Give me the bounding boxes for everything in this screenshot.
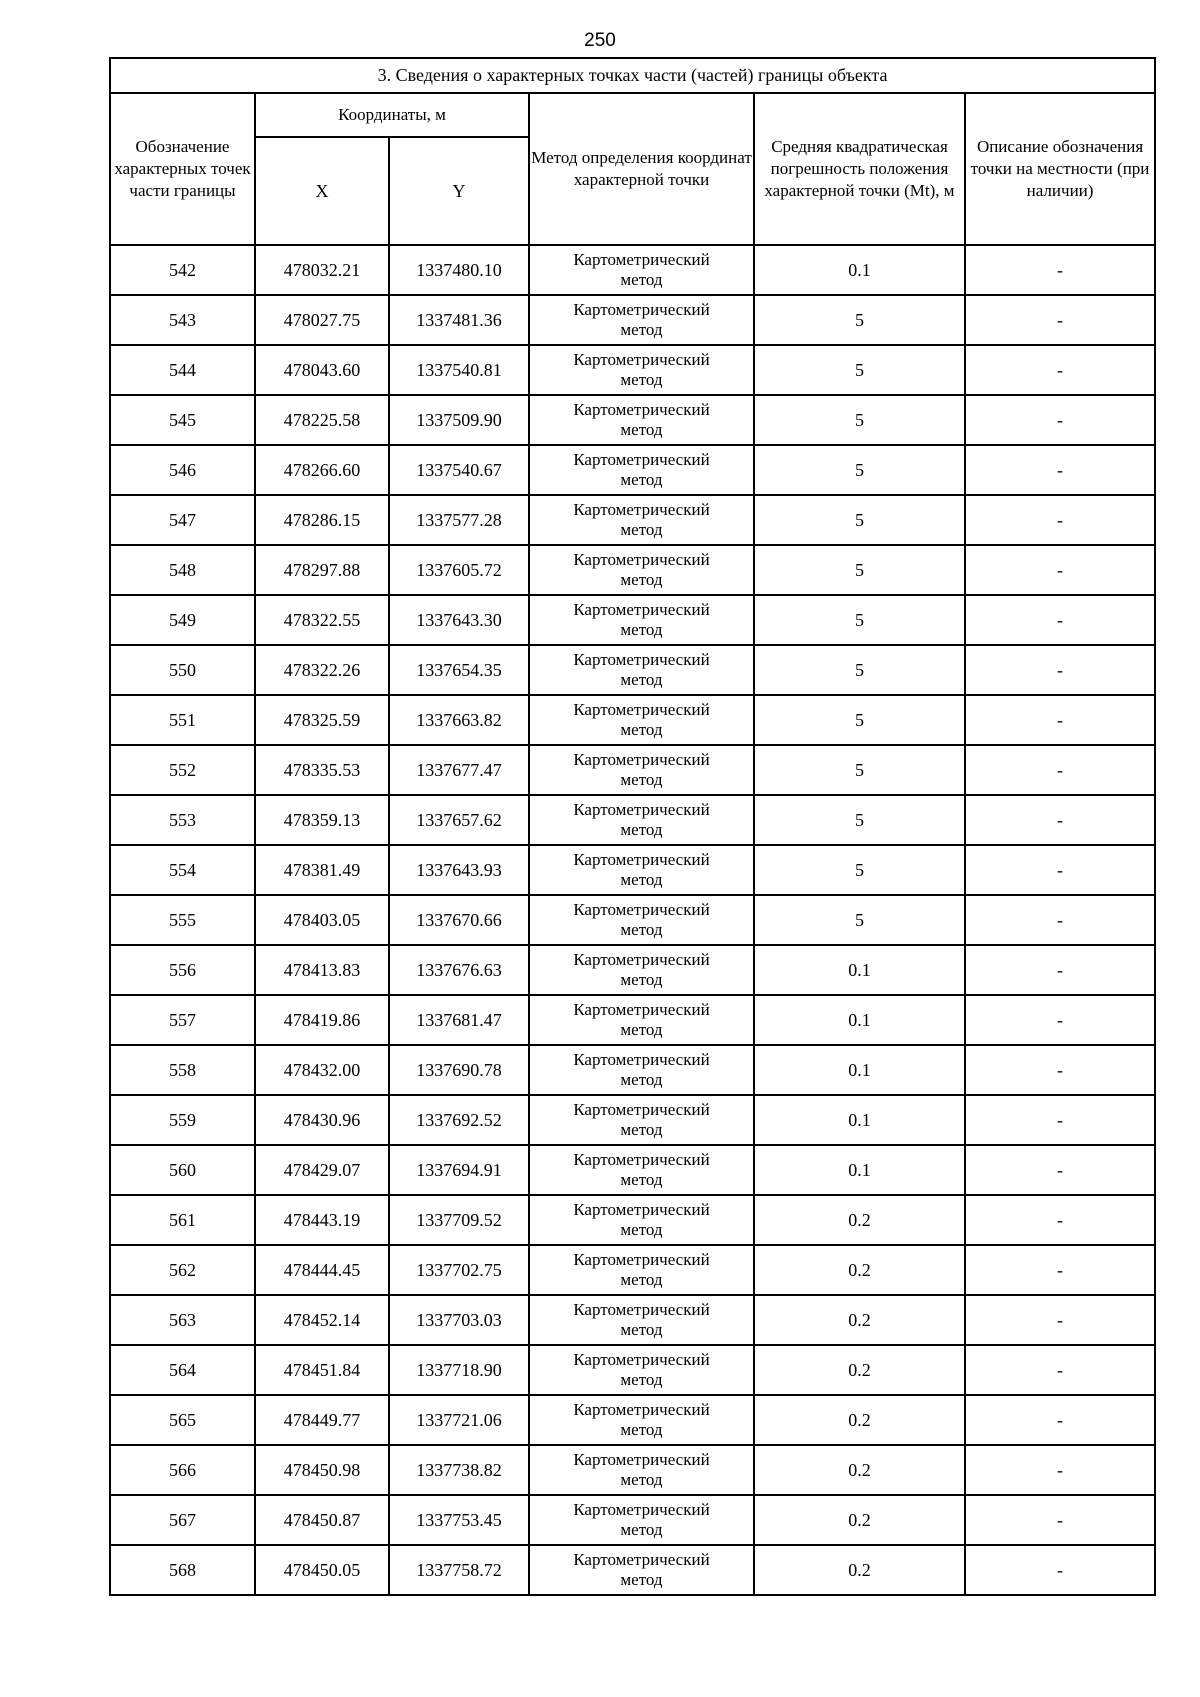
cell-description: -: [965, 1295, 1155, 1345]
cell-mt: 5: [754, 495, 965, 545]
method-line-2: метод: [620, 1520, 663, 1539]
cell-y: 1337643.30: [389, 595, 529, 645]
page-number: 250: [584, 30, 616, 51]
cell-x: 478450.05: [255, 1545, 389, 1595]
method-line-2: метод: [620, 320, 663, 339]
cell-point-number: 549: [110, 595, 255, 645]
table-row: [110, 1295, 1155, 1345]
cell-mt: 0.1: [754, 1145, 965, 1195]
cell-x: 478444.45: [255, 1245, 389, 1295]
cell-description: -: [965, 395, 1155, 445]
cell-x: 478432.00: [255, 1045, 389, 1095]
cell-y: 1337657.62: [389, 795, 529, 845]
method-line-1: Картометрический: [573, 400, 710, 419]
cell-description: -: [965, 1345, 1155, 1395]
cell-point-number: 551: [110, 695, 255, 745]
cell-method: [529, 845, 754, 895]
method-line-2: метод: [620, 1270, 663, 1289]
table-row: [110, 595, 1155, 645]
method-line-2: метод: [620, 920, 663, 939]
table-row: [110, 395, 1155, 445]
method-line-2: метод: [620, 1470, 663, 1489]
cell-y: 1337663.82: [389, 695, 529, 745]
table-row: [110, 895, 1155, 945]
cell-x: 478286.15: [255, 495, 389, 545]
cell-description: -: [965, 595, 1155, 645]
method-line-2: метод: [620, 970, 663, 989]
cell-y: 1337643.93: [389, 845, 529, 895]
cell-x: 478403.05: [255, 895, 389, 945]
cell-method: [529, 495, 754, 545]
cell-description: -: [965, 345, 1155, 395]
method-line-2: метод: [620, 420, 663, 439]
cell-x: 478430.96: [255, 1095, 389, 1145]
cell-point-number: 552: [110, 745, 255, 795]
cell-x: 478032.21: [255, 245, 389, 295]
cell-y: 1337721.06: [389, 1395, 529, 1445]
cell-x: 478335.53: [255, 745, 389, 795]
table-row: [110, 1095, 1155, 1145]
method-line-2: метод: [620, 870, 663, 889]
cell-point-number: 558: [110, 1045, 255, 1095]
cell-point-number: 547: [110, 495, 255, 545]
cell-description: -: [965, 295, 1155, 345]
cell-method: [529, 1445, 754, 1495]
cell-point-number: 557: [110, 995, 255, 1045]
cell-x: 478322.55: [255, 595, 389, 645]
method-line-1: Картометрический: [573, 300, 710, 319]
cell-x: 478043.60: [255, 345, 389, 395]
cell-point-number: 542: [110, 245, 255, 295]
cell-mt: 0.1: [754, 1045, 965, 1095]
method-line-1: Картометрический: [573, 850, 710, 869]
method-line-2: метод: [620, 270, 663, 289]
cell-mt: 0.1: [754, 995, 965, 1045]
cell-description: -: [965, 245, 1155, 295]
header-y: Y: [389, 137, 529, 245]
cell-x: 478413.83: [255, 945, 389, 995]
cell-x: 478297.88: [255, 545, 389, 595]
cell-description: -: [965, 545, 1155, 595]
table-row: [110, 295, 1155, 345]
method-line-2: метод: [620, 520, 663, 539]
cell-y: 1337692.52: [389, 1095, 529, 1145]
cell-description: -: [965, 1245, 1155, 1295]
cell-x: 478452.14: [255, 1295, 389, 1345]
cell-mt: 5: [754, 395, 965, 445]
table-row: [110, 1345, 1155, 1395]
cell-point-number: 554: [110, 845, 255, 895]
method-line-1: Картометрический: [573, 1350, 710, 1369]
cell-y: 1337690.78: [389, 1045, 529, 1095]
cell-mt: 5: [754, 645, 965, 695]
cell-y: 1337694.91: [389, 1145, 529, 1195]
cell-method: [529, 1295, 754, 1345]
method-line-1: Картометрический: [573, 1400, 710, 1419]
cell-mt: 0.1: [754, 245, 965, 295]
method-line-1: Картометрический: [573, 700, 710, 719]
cell-mt: 5: [754, 345, 965, 395]
cell-y: 1337738.82: [389, 1445, 529, 1495]
table-row: [110, 795, 1155, 845]
cell-method: [529, 895, 754, 945]
cell-x: 478450.98: [255, 1445, 389, 1495]
method-line-2: метод: [620, 720, 663, 739]
cell-mt: 0.2: [754, 1245, 965, 1295]
cell-point-number: 566: [110, 1445, 255, 1495]
method-line-2: метод: [620, 620, 663, 639]
cell-y: 1337709.52: [389, 1195, 529, 1245]
cell-point-number: 564: [110, 1345, 255, 1395]
table-row: [110, 345, 1155, 395]
table-row: [110, 745, 1155, 795]
cell-description: -: [965, 1045, 1155, 1095]
method-line-2: метод: [620, 1570, 663, 1589]
cell-point-number: 548: [110, 545, 255, 595]
cell-point-number: 568: [110, 1545, 255, 1595]
header-description: Описание обозначения точки на местности (при наличии): [965, 93, 1155, 245]
table-row: [110, 645, 1155, 695]
cell-x: 478359.13: [255, 795, 389, 845]
cell-y: 1337753.45: [389, 1495, 529, 1545]
cell-point-number: 544: [110, 345, 255, 395]
cell-y: 1337509.90: [389, 395, 529, 445]
cell-y: 1337654.35: [389, 645, 529, 695]
method-line-1: Картометрический: [573, 800, 710, 819]
cell-mt: 5: [754, 445, 965, 495]
method-line-2: метод: [620, 570, 663, 589]
table-row: [110, 445, 1155, 495]
cell-x: 478450.87: [255, 1495, 389, 1545]
header-coordinates: Координаты, м: [255, 93, 529, 137]
cell-mt: 5: [754, 595, 965, 645]
cell-y: 1337718.90: [389, 1345, 529, 1395]
method-line-1: Картометрический: [573, 750, 710, 769]
cell-description: -: [965, 895, 1155, 945]
cell-description: -: [965, 695, 1155, 745]
table-row: [110, 1445, 1155, 1495]
table-row: [110, 495, 1155, 545]
cell-description: -: [965, 645, 1155, 695]
method-line-2: метод: [620, 1020, 663, 1039]
cell-method: [529, 1495, 754, 1545]
table-row: [110, 1045, 1155, 1095]
method-line-2: метод: [620, 1120, 663, 1139]
cell-mt: 0.2: [754, 1295, 965, 1345]
method-line-1: Картометрический: [573, 450, 710, 469]
cell-y: 1337605.72: [389, 545, 529, 595]
table-body: [110, 245, 1155, 1595]
cell-x: 478419.86: [255, 995, 389, 1045]
cell-mt: 0.1: [754, 1095, 965, 1145]
header-method: Метод определения координат характерной точки: [529, 93, 754, 245]
method-line-1: Картометрический: [573, 1450, 710, 1469]
cell-mt: 0.2: [754, 1545, 965, 1595]
cell-description: -: [965, 945, 1155, 995]
method-line-2: метод: [620, 770, 663, 789]
cell-point-number: 545: [110, 395, 255, 445]
cell-y: 1337676.63: [389, 945, 529, 995]
header-x: X: [255, 137, 389, 245]
cell-point-number: 567: [110, 1495, 255, 1545]
cell-y: 1337577.28: [389, 495, 529, 545]
cell-mt: 0.2: [754, 1445, 965, 1495]
cell-description: -: [965, 495, 1155, 545]
cell-mt: 0.1: [754, 945, 965, 995]
cell-point-number: 563: [110, 1295, 255, 1345]
cell-point-number: 555: [110, 895, 255, 945]
method-line-1: Картометрический: [573, 500, 710, 519]
cell-point-number: 560: [110, 1145, 255, 1195]
cell-mt: 5: [754, 745, 965, 795]
cell-y: 1337540.81: [389, 345, 529, 395]
cell-description: -: [965, 745, 1155, 795]
cell-x: 478322.26: [255, 645, 389, 695]
cell-method: [529, 545, 754, 595]
table-row: [110, 695, 1155, 745]
cell-x: 478225.58: [255, 395, 389, 445]
cell-y: 1337670.66: [389, 895, 529, 945]
cell-method: [529, 1195, 754, 1245]
cell-method: [529, 695, 754, 745]
cell-description: -: [965, 845, 1155, 895]
cell-point-number: 559: [110, 1095, 255, 1145]
cell-point-number: 565: [110, 1395, 255, 1445]
method-line-2: метод: [620, 370, 663, 389]
cell-method: [529, 445, 754, 495]
table-row: [110, 1195, 1155, 1245]
boundary-points-table: [109, 57, 1156, 1596]
method-line-1: Картометрический: [573, 1200, 710, 1219]
table-row: [110, 1545, 1155, 1595]
cell-method: [529, 395, 754, 445]
method-line-1: Картометрический: [573, 650, 710, 669]
cell-point-number: 553: [110, 795, 255, 845]
cell-method: [529, 1545, 754, 1595]
method-line-1: Картометрический: [573, 1550, 710, 1569]
method-line-1: Картометрический: [573, 900, 710, 919]
method-line-2: метод: [620, 470, 663, 489]
method-line-2: метод: [620, 670, 663, 689]
cell-y: 1337702.75: [389, 1245, 529, 1295]
cell-x: 478429.07: [255, 1145, 389, 1195]
table-row: [110, 545, 1155, 595]
method-line-2: метод: [620, 1070, 663, 1089]
cell-x: 478266.60: [255, 445, 389, 495]
method-line-1: Картометрический: [573, 1250, 710, 1269]
method-line-1: Картометрический: [573, 1050, 710, 1069]
table-row: [110, 845, 1155, 895]
method-line-2: метод: [620, 1320, 663, 1339]
cell-x: 478325.59: [255, 695, 389, 745]
cell-method: [529, 745, 754, 795]
cell-method: [529, 1395, 754, 1445]
method-line-2: метод: [620, 820, 663, 839]
cell-mt: 5: [754, 895, 965, 945]
cell-description: -: [965, 1195, 1155, 1245]
cell-y: 1337480.10: [389, 245, 529, 295]
cell-y: 1337677.47: [389, 745, 529, 795]
cell-method: [529, 345, 754, 395]
table-row: [110, 995, 1155, 1045]
cell-y: 1337703.03: [389, 1295, 529, 1345]
cell-x: 478027.75: [255, 295, 389, 345]
method-line-1: Картометрический: [573, 950, 710, 969]
cell-mt: 0.2: [754, 1495, 965, 1545]
cell-method: [529, 795, 754, 845]
method-line-1: Картометрический: [573, 1500, 710, 1519]
cell-point-number: 543: [110, 295, 255, 345]
cell-point-number: 550: [110, 645, 255, 695]
cell-method: [529, 645, 754, 695]
cell-y: 1337481.36: [389, 295, 529, 345]
method-line-2: метод: [620, 1220, 663, 1239]
method-line-2: метод: [620, 1420, 663, 1439]
cell-description: -: [965, 445, 1155, 495]
cell-description: -: [965, 1395, 1155, 1445]
cell-description: -: [965, 995, 1155, 1045]
table-row: [110, 1145, 1155, 1195]
table-row: [110, 1495, 1155, 1545]
cell-mt: 0.2: [754, 1395, 965, 1445]
method-line-2: метод: [620, 1370, 663, 1389]
cell-method: [529, 1095, 754, 1145]
table-row: [110, 1245, 1155, 1295]
cell-description: -: [965, 1095, 1155, 1145]
header-error: Средняя квадратическая погрешность положения характерной точки (Mt), м: [754, 93, 965, 245]
method-line-1: Картометрический: [573, 350, 710, 369]
cell-mt: 5: [754, 295, 965, 345]
method-line-1: Картометрический: [573, 1150, 710, 1169]
cell-mt: 0.2: [754, 1345, 965, 1395]
table-row: [110, 245, 1155, 295]
cell-method: [529, 1045, 754, 1095]
cell-mt: 5: [754, 545, 965, 595]
cell-method: [529, 945, 754, 995]
cell-x: 478451.84: [255, 1345, 389, 1395]
cell-method: [529, 1345, 754, 1395]
cell-mt: 5: [754, 695, 965, 745]
cell-x: 478443.19: [255, 1195, 389, 1245]
cell-point-number: 561: [110, 1195, 255, 1245]
method-line-1: Картометрический: [573, 250, 710, 269]
cell-method: [529, 595, 754, 645]
cell-y: 1337681.47: [389, 995, 529, 1045]
cell-y: 1337758.72: [389, 1545, 529, 1595]
cell-point-number: 562: [110, 1245, 255, 1295]
cell-method: [529, 295, 754, 345]
method-line-1: Картометрический: [573, 600, 710, 619]
method-line-2: метод: [620, 1170, 663, 1189]
header-designation: Обозначение характерных точек части границы: [110, 93, 255, 245]
cell-point-number: 546: [110, 445, 255, 495]
cell-description: -: [965, 795, 1155, 845]
cell-mt: 0.2: [754, 1195, 965, 1245]
cell-description: -: [965, 1495, 1155, 1545]
cell-y: 1337540.67: [389, 445, 529, 495]
cell-description: -: [965, 1545, 1155, 1595]
cell-mt: 5: [754, 795, 965, 845]
method-line-1: Картометрический: [573, 550, 710, 569]
cell-point-number: 556: [110, 945, 255, 995]
cell-x: 478381.49: [255, 845, 389, 895]
table-row: [110, 1395, 1155, 1445]
cell-description: -: [965, 1445, 1155, 1495]
table-row: [110, 945, 1155, 995]
cell-description: -: [965, 1145, 1155, 1195]
section-title: 3. Сведения о характерных точках части (частей) границы объекта: [110, 58, 1155, 93]
cell-method: [529, 1145, 754, 1195]
method-line-1: Картометрический: [573, 1000, 710, 1019]
cell-method: [529, 1245, 754, 1295]
cell-method: [529, 245, 754, 295]
method-line-1: Картометрический: [573, 1300, 710, 1319]
cell-method: [529, 995, 754, 1045]
cell-x: 478449.77: [255, 1395, 389, 1445]
method-line-1: Картометрический: [573, 1100, 710, 1119]
cell-mt: 5: [754, 845, 965, 895]
